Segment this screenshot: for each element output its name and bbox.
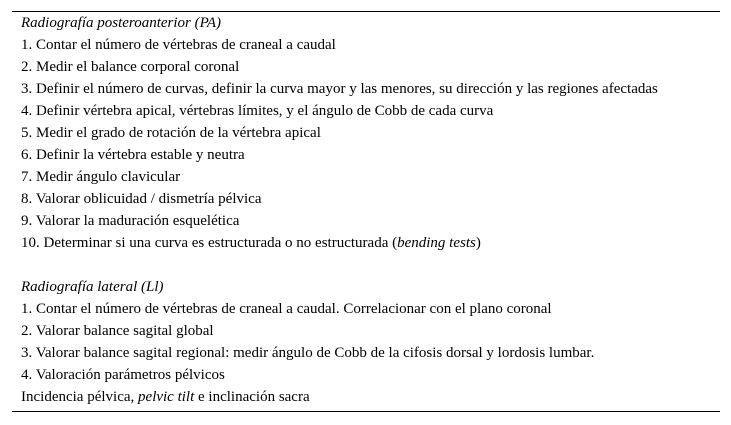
pa-item-6: 6. Definir la vértebra estable y neutra [21, 147, 245, 163]
pa-item-1: 1. Contar el número de vértebras de craneal a caudal [21, 37, 336, 53]
pa-item-3: 3. Definir el número de curvas, definir la curva mayor y las menores, su dirección y las regiones afectadas [21, 81, 658, 97]
lateral-last-prefix: Incidencia pélvica, [21, 389, 139, 405]
lateral-last-italic: pelvic tilt [138, 389, 195, 405]
pa-item-10-italic: bending tests [397, 235, 476, 251]
pa-item-8: 8. Valorar oblicuidad / dismetría pélvica [21, 191, 262, 207]
pa-item-10-suffix: ) [475, 235, 481, 251]
lateral-last-suffix: e inclinación sacra [194, 389, 310, 405]
pa-heading: Radiografía posteroanterior (PA) [21, 15, 221, 31]
lateral-item-1: 1. Contar el número de vértebras de craneal a caudal. Correlacionar con el plano coronal [21, 301, 552, 317]
pa-item-5: 5. Medir el grado de rotación de la vértebra apical [21, 125, 321, 141]
lateral-last-line [21, 388, 310, 406]
pa-item-10-prefix: 10. Determinar si una curva es estructurada o no estructurada ( [21, 235, 398, 251]
pa-item-7: 7. Medir ángulo clavicular [21, 169, 181, 185]
pa-item-10 [21, 234, 481, 252]
lateral-item-3: 3. Valorar balance sagital regional: medir ángulo de Cobb de la cifosis dorsal y lordosis lumbar. [21, 345, 595, 361]
pa-item-2: 2. Medir el balance corporal coronal [21, 59, 240, 75]
pa-item-9: 9. Valorar la maduración esquelética [21, 213, 240, 229]
lateral-item-4: 4. Valoración parámetros pélvicos [21, 367, 225, 383]
lateral-item-2: 2. Valorar balance sagital global [21, 323, 214, 339]
lateral-heading: Radiografía lateral (Ll) [21, 279, 164, 295]
pa-item-4: 4. Definir vértebra apical, vértebras límites, y el ángulo de Cobb de cada curva [21, 103, 494, 119]
